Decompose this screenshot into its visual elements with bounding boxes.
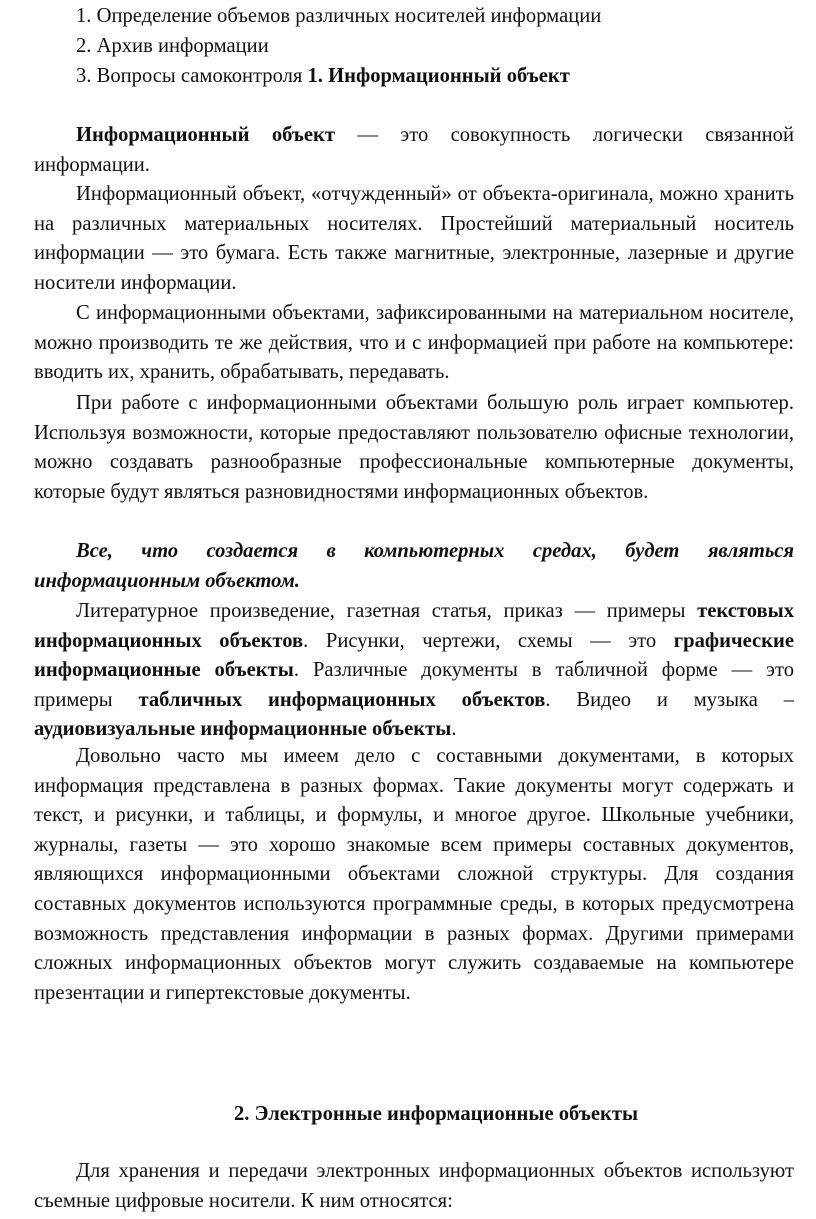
definition-text: — это совокупность логически связанной информации.: [34, 124, 794, 176]
paragraph-definition: [34, 121, 794, 180]
table-objects-term: табличных информационных объектов: [138, 688, 546, 711]
graphic-objects-term: графические информационные объекты: [34, 629, 794, 682]
term-information-object: Информационный объект: [76, 124, 336, 146]
paragraph-digital-media: Для хранения и передачи электронных информационных объектов используют съемные цифровые носители. К ним относятся:: [34, 1160, 794, 1212]
audiovisual-objects-term: аудиовизуальные информационные объекты: [34, 718, 452, 741]
section-1-title: 1. Информационный объект: [307, 65, 570, 87]
toc-item-2: 2. Архив информации: [76, 35, 269, 57]
toc-item-1: 1. Определение объемов различных носителей информации: [76, 5, 602, 27]
text-objects-term: текстовых информационных объектов: [34, 600, 794, 652]
types-text-3: . Различные документы в табличной форме — это примеры: [34, 659, 794, 711]
paragraph-emphasis: Все, что создается в компьютерных средах, будет являться информационным объектом.: [34, 540, 794, 592]
types-text-2: . Рисунки, чертежи, схемы — это: [303, 629, 674, 652]
paragraph-actions: С информационными объектами, зафиксированными на материальном носителе, можно производить те же действия, что и с информацией при работе на компьютере: вводить их, хранить, обрабатывать, передавать.: [34, 302, 794, 384]
toc-item-3-text: 3. Вопросы самоконтроля: [76, 65, 308, 87]
paragraph-computer-role: При работе с информационными объектами большую роль играет компьютер. Используя возможности, которые предоставляют пользователю офисные технологии, можно создавать разнообразные профессиональные компьютерные документы, которые будут являться разновидностями информационных объектов.: [34, 392, 794, 503]
toc-item-3: [76, 62, 570, 92]
types-text-4: . Видео и музыка –: [545, 688, 794, 711]
types-text-5: .: [451, 718, 457, 741]
paragraph-compound-documents: Довольно часто мы имеем дело с составными документами, в которых информация представлена в разных формах. Такие документы могут содержать и текст, и рисунки, и таблицы, и формулы, и многое другое. Школьные учебники, журналы, газеты — это хорошо знакомые всем примеры составных документов, являющихся информационными объектами сложной структуры. Для создания составных документов используются программные среды, в которых предусмотрена возможность представления информации в разных формах. Другими примерами сложных информационных объектов могут служить создаваемые на компьютере презентации и гипертекстовые документы.: [34, 745, 794, 1004]
types-text-1: Литературное произведение, газетная статья, приказ — примеры: [76, 600, 698, 622]
paragraph-object-types: [34, 597, 794, 745]
section-2-title: 2. Электронные информационные объекты: [233, 1103, 639, 1125]
paragraph-storage: Информационный объект, «отчужденный» от объекта-оригинала, можно хранить на различных материальных носителях. Простейший материальный носитель информации — это бумага. Есть также магнитные, электронные, лазерные и другие носители информации.: [34, 183, 794, 294]
